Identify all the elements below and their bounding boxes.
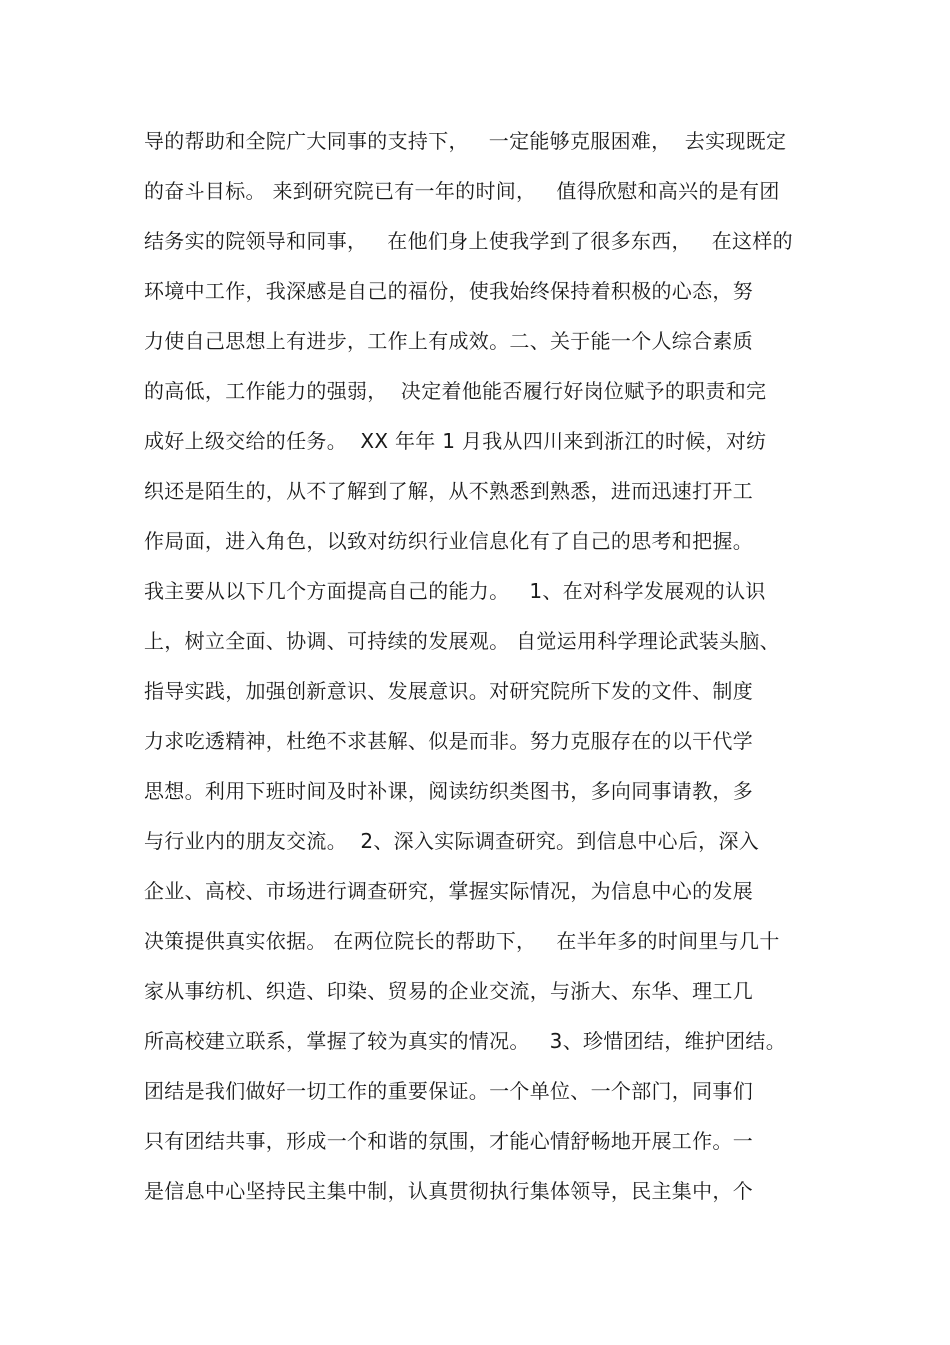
text-line-1: 导的帮助和全院广大同事的支持下， 一定能够克服困难， 去实现既定 <box>144 129 787 153</box>
text-line-21: 只有团结共事，形成一个和谐的氛围，才能心情舒畅地开展工作。一 <box>144 1129 753 1153</box>
text-line-7: 成好上级交给的任务。 XX 年年 1 月我从四川来到浙江的时候，对纺 <box>144 429 767 453</box>
text-line-17: 决策提供真实依据。 在两位院长的帮助下， 在半年多的时间里与几十 <box>144 929 780 953</box>
text-line-22: 是信息中心坚持民主集中制，认真贯彻执行集体领导，民主集中，个 <box>144 1179 753 1203</box>
text-line-14: 思想。利用下班时间及时补课，阅读纺织类图书，多向同事请教，多 <box>144 779 753 803</box>
text-line-12: 指导实践，加强创新意识、发展意识。对研究院所下发的文件、制度 <box>144 679 753 703</box>
text-line-18: 家从事纺机、织造、印染、贸易的企业交流，与浙大、东华、理工几 <box>144 979 753 1003</box>
text-line-9: 作局面，进入角色，以致对纺织行业信息化有了自己的思考和把握。 <box>144 529 753 553</box>
text-line-16: 企业、高校、市场进行调查研究，掌握实际情况，为信息中心的发展 <box>144 879 753 903</box>
text-line-20: 团结是我们做好一切工作的重要保证。一个单位、一个部门，同事们 <box>144 1079 753 1103</box>
text-line-5: 力使自己思想上有进步，工作上有成效。二、关于能一个人综合素质 <box>144 329 753 353</box>
text-line-10: 我主要从以下几个方面提高自己的能力。 1、在对科学发展观的认识 <box>144 579 766 603</box>
text-line-2: 的奋斗目标。 来到研究院已有一年的时间， 值得欣慰和高兴的是有团 <box>144 179 780 203</box>
text-line-15: 与行业内的朋友交流。 2、深入实际调查研究。到信息中心后，深入 <box>144 829 760 853</box>
text-line-13: 力求吃透精神，杜绝不求甚解、似是而非。努力克服存在的以干代学 <box>144 729 753 753</box>
text-line-19: 所高校建立联系，掌握了较为真实的情况。 3、珍惜团结，维护团结。 <box>144 1029 786 1053</box>
text-line-3: 结务实的院领导和同事， 在他们身上使我学到了很多东西， 在这样的 <box>144 229 793 253</box>
text-line-11: 上，树立全面、协调、可持续的发展观。 自觉运用科学理论武装头脑、 <box>144 629 780 653</box>
body-text <box>144 116 824 1216</box>
text-line-4: 环境中工作，我深感是自己的福份，使我始终保持着积极的心态，努 <box>144 279 753 303</box>
text-line-8: 织还是陌生的，从不了解到了解，从不熟悉到熟悉，进而迅速打开工 <box>144 479 753 503</box>
text-line-6: 的高低，工作能力的强弱， 决定着他能否履行好岗位赋予的职责和完 <box>144 379 767 403</box>
